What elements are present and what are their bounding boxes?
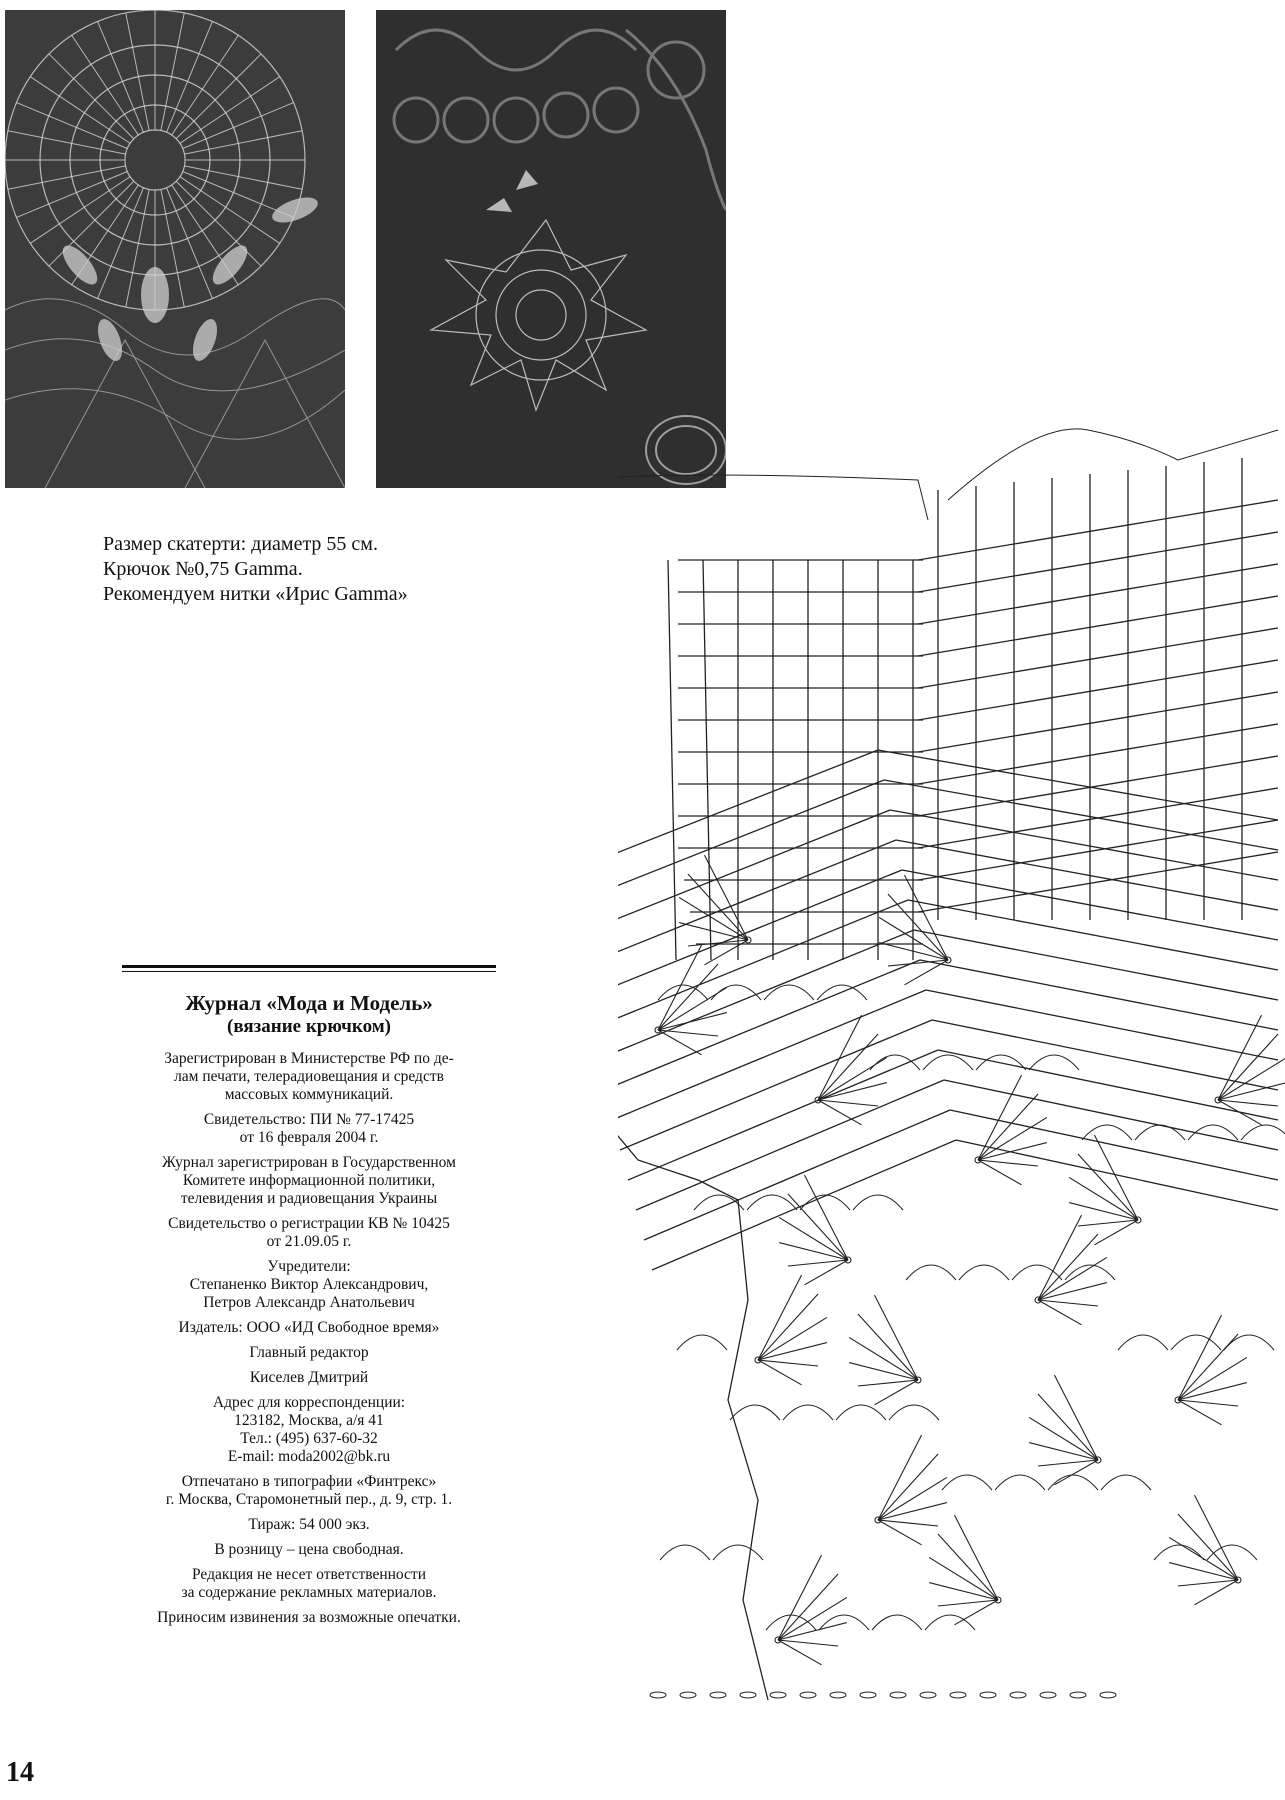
- imprint-line: Тел.: (495) 637-60-32: [240, 1430, 378, 1447]
- certificate-ua: [122, 1215, 496, 1251]
- imprint-line: Степаненко Виктор Александрович,: [189, 1276, 429, 1293]
- imprint-line: Отпечатано в типографии «Финтрекс»: [181, 1473, 437, 1490]
- imprint-line: Редакция не несет ответственности: [191, 1566, 426, 1583]
- yarn-recommendation: Рекомендуем нитки «Ирис Gamma»: [103, 583, 408, 605]
- editor-name: Киселев Дмитрий: [249, 1369, 369, 1386]
- circulation: Тираж: 54 000 экз.: [248, 1516, 370, 1533]
- imprint-line: за содержание рекламных материалов.: [181, 1584, 437, 1601]
- crochet-chart: [618, 400, 1285, 1710]
- address: [122, 1394, 496, 1466]
- imprint-line: массовых коммуникаций.: [224, 1086, 394, 1103]
- hook-size: Крючок №0,75 Gamma.: [103, 558, 303, 580]
- journal-title: Журнал «Мода и Модель»: [185, 991, 433, 1015]
- materials-info: [103, 532, 408, 607]
- registration-ua: [122, 1154, 496, 1208]
- email-line: E-mail: moda2002@bk.ru: [227, 1448, 391, 1465]
- imprint: [122, 990, 496, 1634]
- imprint-line: Свидетельство: ПИ № 77-17425: [203, 1111, 415, 1128]
- price: В розницу – цена свободная.: [214, 1541, 404, 1558]
- imprint-line: Комитете информационной политики,: [182, 1172, 436, 1189]
- disclaimer: [122, 1566, 496, 1602]
- imprint-rule: [122, 965, 496, 972]
- imprint-line: от 16 февраля 2004 г.: [239, 1129, 379, 1146]
- publisher: Издатель: ООО «ИД Свободное время»: [178, 1319, 440, 1336]
- imprint-line: телевидения и радиовещания Украины: [180, 1190, 438, 1207]
- imprint-line: Учредители:: [267, 1258, 351, 1275]
- tablecloth-photo-closeup: [5, 10, 345, 488]
- journal-subtitle: (вязание крючком): [227, 1016, 391, 1037]
- page-number: 14: [6, 1757, 34, 1788]
- imprint-line: Журнал зарегистрирован в Государственном: [162, 1154, 456, 1171]
- editor-label: Главный редактор: [249, 1344, 369, 1361]
- imprint-line: Петров Александр Анатольевич: [203, 1294, 415, 1311]
- imprint-line: лам печати, телерадиовещания и средств: [174, 1068, 444, 1085]
- registration-ru: [122, 1050, 496, 1104]
- founders: [122, 1258, 496, 1312]
- imprint-line: г. Москва, Старомонетный пер., д. 9, стр. 1.: [165, 1491, 453, 1508]
- certificate-ru: [122, 1111, 496, 1147]
- imprint-line: Свидетельство о регистрации КВ № 10425: [168, 1215, 450, 1232]
- imprint-line: от 21.09.05 г.: [266, 1233, 352, 1250]
- printing-house: [122, 1473, 496, 1509]
- apology: Приносим извинения за возможные опечатки.: [157, 1609, 461, 1626]
- imprint-line: 123182, Москва, а/я 41: [234, 1412, 384, 1429]
- imprint-line: Зарегистрирован в Министерстве РФ по де-: [164, 1050, 454, 1067]
- imprint-line: Адрес для корреспонденции:: [212, 1394, 406, 1411]
- tablecloth-size: Размер скатерти: диаметр 55 см.: [103, 533, 378, 555]
